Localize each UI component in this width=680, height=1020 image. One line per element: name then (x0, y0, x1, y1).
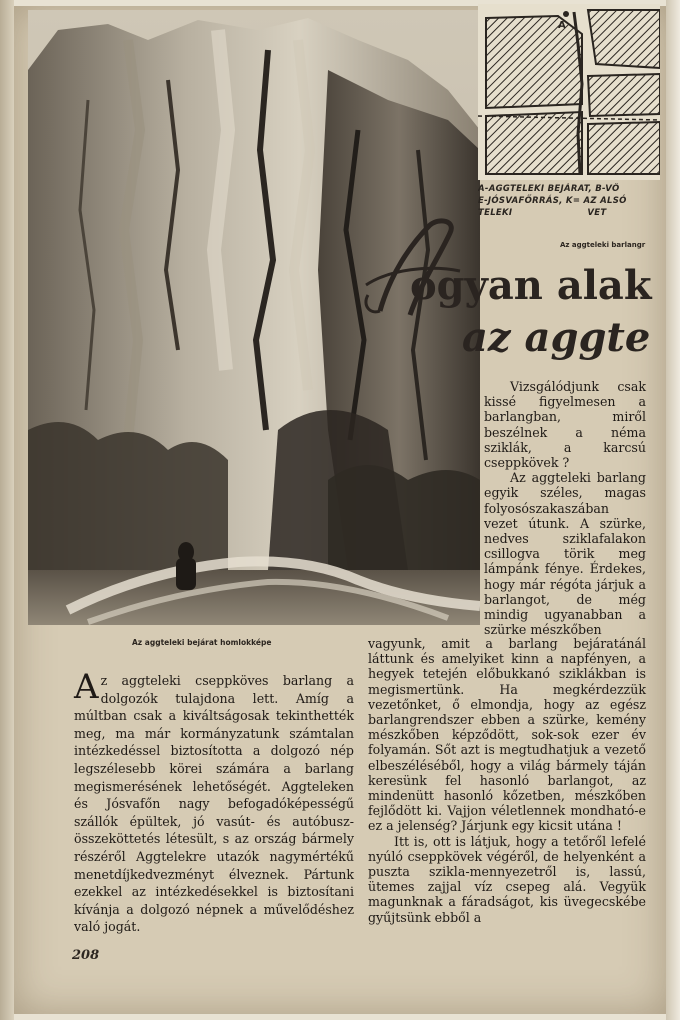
article-paragraph: Vizsgálódjunk csak kissé figyelmesen a barlangban, miről beszélnek a néma sziklák, a karcsú cseppkövek ? (484, 379, 646, 471)
article-paragraph: z aggteleki cseppköves barlang a dolgozók tulajdona lett. Amíg a múltban csak a kiváltságosak tekinthették meg, ma már kormányzatunk számtalan intézkedéssel biztosította a dolgozó nép legszélesebb körei számára a barlang megismerésének lehetőségét. Aggteleken és Jósvafőn nagy befogadóképességű szállók épültek, jó vasút- és autóbusz-összeköttetés létesült, s az ország bármely részéről Aggtelekre utazók nagymértékű menetdíjkedvezményt élveznek. Pártunk ezekkel az intézkedésekkel is biztosítani kívánja a dolgozó népnek a művelődéshez való jogát. (74, 673, 354, 935)
article-paragraph: Itt is, ott is látjuk, hogy a tetőről lefelé nyúló cseppkövek végéről, de helyenként a puszta szikla-mennyezetről is, lassú, ütemes zajjal víz csepeg alá. Vegyük magunknak a fáradságot, kis üvegecskébe gyűjtsünk ebből a (368, 833, 646, 925)
page-right-edge (666, 0, 680, 1020)
cave-map (478, 4, 660, 180)
article-title-line1: ogyan alak (410, 262, 652, 309)
photo-caption: Az aggteleki bejárat homlokképe (132, 638, 272, 647)
script-initial-text: H (360, 215, 361, 216)
drop-cap: A (74, 667, 99, 707)
article-title-line2: az aggte (462, 314, 651, 361)
map-letter-a: A (558, 20, 566, 31)
article-column-narrow (484, 379, 646, 637)
map-legend-line: TELEKI VET (478, 208, 607, 218)
article-paragraph: vagyunk, amit a barlang bejáratánál láttunk és amelyiket kinn a napfényen, a hegyek tetején előbukkanó sziklákban is megismertünk. Ha megkérdezzük vezetőnket, ő elmondja, hogy az egész barlangrendszer ebben a szürke, kemény mészkőben képződött, sok-sok ezer év folyamán. Sőt azt is megtudhatjuk a vezető elbeszéléséből, hogy a világ bármely táján keresünk fel hasonló barlangot, az mindenütt hasonló kőzetben, mészkőben fejlődött ki. Vajjon véletlennek mondható-e ez a jelenség? Járjunk egy kicsit utána ! (368, 636, 646, 834)
map-legend-line: E-JÓSVAFŐRRÁS, K= AZ ALSÓ (478, 196, 627, 206)
map-legend-line: A-AGGTELEKI BEJÁRAT, B-VÖ (478, 184, 620, 194)
map-legend (478, 183, 662, 219)
article-column-right (368, 636, 646, 925)
map-caption: Az aggteleki barlangr (560, 241, 646, 249)
map-illustration (478, 4, 660, 180)
page-number: 208 (72, 948, 100, 963)
article-paragraph: Az aggteleki barlang egyik széles, magas folyosószakaszában vezet útunk. A szürke, nedves sziklafalakon csillogva törik meg lámpánk fénye. Érdekes, hogy már régóta járjuk a barlangot, de még mindig ugyanabban a szürke mészkőben (484, 470, 646, 638)
article-column-left (74, 667, 354, 936)
book-spine-edge (0, 0, 14, 1020)
